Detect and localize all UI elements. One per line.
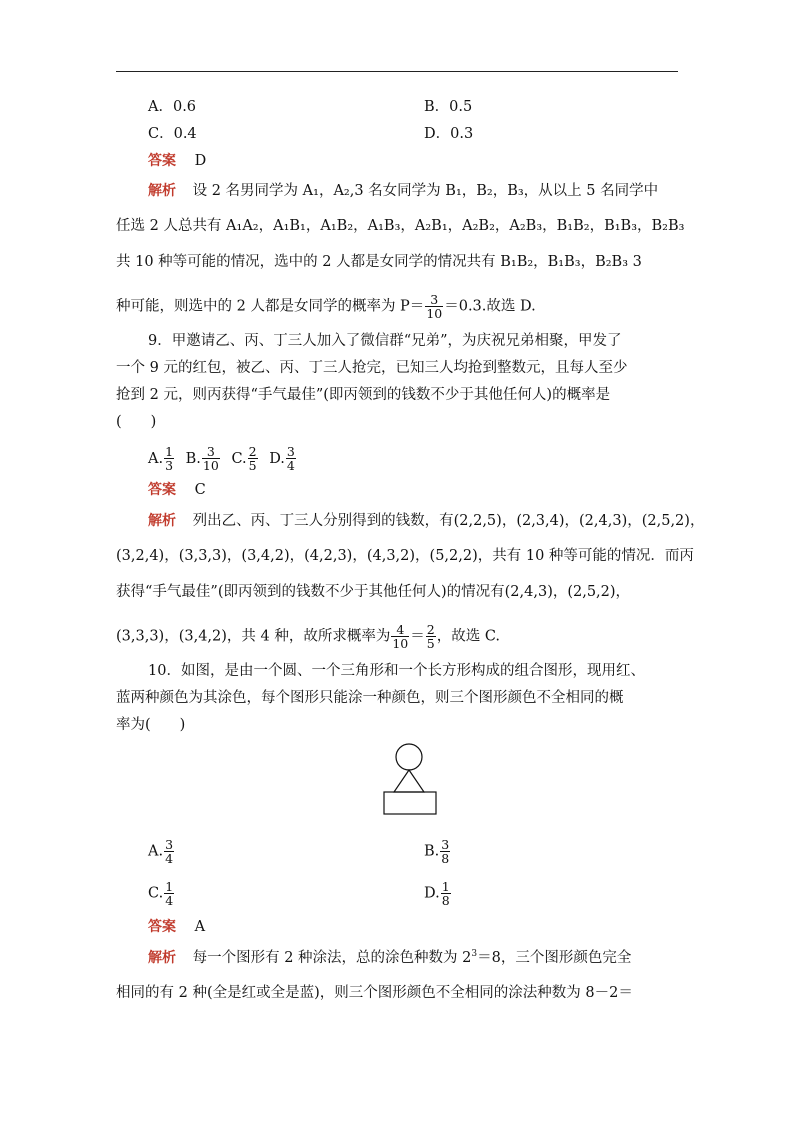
q9-option-c: C. $\frac{2}{5}$ xyxy=(231,444,257,473)
triangle-shape xyxy=(394,770,424,792)
q8-analysis-line-2: 任选 2 人总共有 A₁A₂，A₁B₁，A₁B₂，A₁B₃，A₂B₁，A₂B₂，A₂B₃，B₁B₂，B₁B₃，B₂B₃ xyxy=(116,218,685,234)
fraction: $\frac{4}{10}$ xyxy=(392,622,409,651)
analysis-label: 解析 xyxy=(148,183,176,199)
rectangle-shape xyxy=(384,792,436,814)
answer-value: D xyxy=(194,153,207,169)
q9-analysis-line-1: 解析 列出乙、丙、丁三人分别得到的钱数，有(2,2,5)，(2,3,4)，(2,4,3)，(2,5,2)， xyxy=(148,513,705,529)
q9-options xyxy=(148,445,297,472)
q10-analysis-line-1: 解析 每一个图形有 2 种涂法，总的涂色种数为 $2^3=8$，三个图形颜色完全 xyxy=(148,949,632,966)
q8-analysis-line-3: 共 10 种等可能的情况，选中的 2 人都是女同学的情况共有 B₁B₂，B₁B₃，B₂B₃ 3 xyxy=(116,254,642,270)
answer-value: C xyxy=(194,482,206,498)
q9-option-a: A. $\frac{1}{3}$ xyxy=(148,444,174,473)
fraction: $\frac{2}{5}$ xyxy=(426,622,435,651)
q10-option-c: C. $\frac{1}{4}$ xyxy=(148,879,174,908)
q9-answer xyxy=(148,480,206,500)
q10-option-d: D. $\frac{1}{8}$ xyxy=(424,879,450,908)
q10-answer xyxy=(148,917,205,937)
analysis-label: 解析 xyxy=(148,950,176,966)
answer-label: 答案 xyxy=(148,153,176,169)
circle-shape xyxy=(396,744,422,770)
q8-option-b: B．0.5 xyxy=(424,99,473,115)
q9-analysis-line-4: (3,3,3)，(3,4,2)，共 4 种，故所求概率为 $\frac{4}{10}$ ＝ $\frac{2}{5}$ ，故选 C. xyxy=(116,622,501,651)
answer-label: 答案 xyxy=(148,919,176,935)
q9-stem-line-2: 一个 9 元的红包，被乙、丙、丁三人抢完，已知三人均抢到整数元，且每人至少 xyxy=(116,360,628,376)
q8-option-a: A．0.6 xyxy=(148,99,197,115)
q10-stem-line-3: 率为( ) xyxy=(116,717,186,733)
q9-analysis-line-3: 获得“手气最佳”(即丙领到的钱数不少于其他任何人)的情况有(2,4,3)，(2,5,2)， xyxy=(116,584,631,600)
q8-analysis-line-4: 种可能，则选中的 2 人都是女同学的概率为 P＝ $\frac{3}{10}$ ＝0.3.故选 D. xyxy=(116,292,536,321)
q9-option-b: B. $\frac{3}{10}$ xyxy=(185,444,219,473)
q9-stem-line-4: ( ) xyxy=(116,414,157,430)
q8-answer xyxy=(148,151,206,171)
q8-option-c: C．0.4 xyxy=(148,126,197,142)
q10-option-b: B. $\frac{3}{8}$ xyxy=(424,837,450,866)
q9-stem-line-3: 抢到 2 元，则丙获得“手气最佳”(即丙领到的钱数不少于其他任何人)的概率是 xyxy=(116,387,611,403)
answer-label: 答案 xyxy=(148,482,176,498)
q10-stem-line-1: 10．如图，是由一个圆、一个三角形和一个长方形构成的组合图形，现用红、 xyxy=(148,663,645,679)
answer-value: A xyxy=(194,919,206,935)
q9-analysis-line-2: (3,2,4)，(3,3,3)，(3,4,2)，(4,2,3)，(4,3,2)，(5,2,2)，共有 10 种等可能的情况．而丙 xyxy=(116,548,694,564)
q10-analysis-line-2: 相同的有 2 种(全是红或全是蓝)，则三个图形颜色不全相同的涂法种数为 8－2＝ xyxy=(116,985,633,1001)
q10-stem-line-2: 蓝两种颜色为其涂色，每个图形只能涂一种颜色，则三个图形颜色不全相同的概 xyxy=(116,690,624,706)
fraction: $\frac{3}{10}$ xyxy=(426,292,443,321)
combined-shape-figure xyxy=(381,740,441,820)
q9-stem-line-1: 9．甲邀请乙、丙、丁三人加入了微信群“兄弟”，为庆祝兄弟相聚，甲发了 xyxy=(148,333,622,349)
q8-option-d: D．0.3 xyxy=(424,126,474,142)
header-rule xyxy=(116,71,678,72)
q9-option-d: D. $\frac{3}{4}$ xyxy=(269,444,295,473)
analysis-label: 解析 xyxy=(148,513,176,529)
q8-analysis-line-1: 解析 设 2 名男同学为 A₁，A₂,3 名女同学为 B₁，B₂，B₃，从以上 5 名同学中 xyxy=(148,183,659,199)
q10-option-a: A. $\frac{3}{4}$ xyxy=(148,837,174,866)
